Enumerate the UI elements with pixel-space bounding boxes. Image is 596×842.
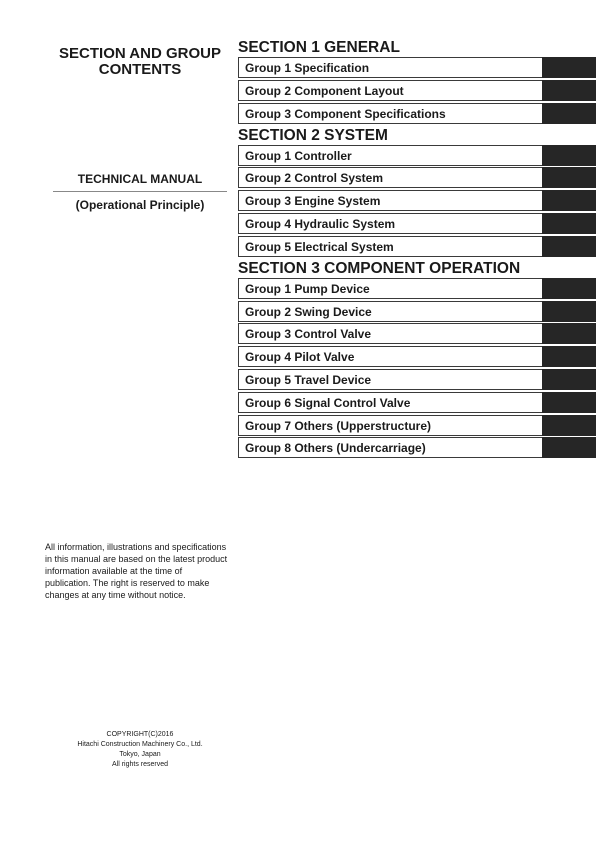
group-row[interactable] (238, 57, 596, 78)
group-row[interactable] (238, 213, 596, 234)
group-row[interactable] (238, 301, 596, 322)
group-row[interactable] (238, 103, 596, 124)
group-label: Group 1 Controller (245, 148, 352, 163)
group-index-tab (542, 278, 596, 299)
group-row[interactable] (238, 190, 596, 211)
group-index-tab (542, 323, 596, 344)
section-title: SECTION 1 GENERAL (238, 39, 400, 56)
group-label: Group 8 Others (Undercarriage) (245, 441, 426, 456)
group-index-tab (542, 415, 596, 436)
section-contents-list (238, 38, 596, 460)
copyright-line: Hitachi Construction Machinery Co., Ltd. (77, 741, 203, 748)
group-row[interactable] (238, 323, 596, 344)
copyright-line: All rights reserved (111, 761, 169, 768)
group-row[interactable] (238, 236, 596, 257)
disclaimer-text: All information, illustrations and specifications in this manual are based on the latest product information available at the time of publication. The right is reserved to make changes at any time without notice. (45, 542, 228, 600)
group-index-tab (542, 236, 596, 257)
copyright-block (60, 730, 220, 770)
group-index-tab (542, 167, 596, 188)
copyright-line: Tokyo, Japan (119, 751, 161, 758)
group-row[interactable] (238, 415, 596, 436)
group-row[interactable] (238, 346, 596, 367)
group-label: Group 4 Hydraulic System (245, 216, 396, 231)
group-index-tab (542, 190, 596, 211)
section-title: SECTION 3 COMPONENT OPERATION (238, 259, 521, 277)
group-index-tab (542, 57, 596, 78)
group-label: Group 2 Control System (245, 171, 384, 186)
group-index-tab (542, 301, 596, 322)
group-row[interactable] (238, 145, 596, 166)
group-index-tab (542, 437, 596, 458)
group-label: Group 3 Component Specifications (245, 106, 446, 121)
group-label: Group 7 Others (Upperstructure) (245, 418, 432, 433)
copyright-line: COPYRIGHT(C)2016 (106, 731, 174, 738)
group-label: Group 4 Pilot Valve (245, 350, 355, 365)
group-row[interactable] (238, 80, 596, 101)
group-label: Group 5 Travel Device (245, 372, 372, 387)
contents-heading-line-1: SECTION AND GROUP (59, 45, 221, 62)
group-row[interactable] (238, 369, 596, 390)
group-index-tab (542, 392, 596, 413)
group-label: Group 6 Signal Control Valve (245, 395, 411, 410)
group-index-tab (542, 103, 596, 124)
group-label: Group 1 Pump Device (245, 281, 370, 296)
group-row[interactable] (238, 278, 596, 299)
manual-type: TECHNICAL MANUAL (77, 172, 203, 186)
group-index-tab (542, 369, 596, 390)
group-label: Group 2 Component Layout (245, 83, 404, 98)
group-label: Group 3 Control Valve (245, 327, 372, 342)
group-row[interactable] (238, 392, 596, 413)
contents-heading (50, 46, 230, 78)
section-title: SECTION 2 SYSTEM (238, 126, 388, 144)
group-index-tab (542, 213, 596, 234)
group-row[interactable] (238, 167, 596, 188)
group-label: Group 2 Swing Device (245, 304, 372, 319)
group-index-tab (542, 80, 596, 101)
group-index-tab (542, 346, 596, 367)
group-label: Group 1 Specification (245, 61, 370, 75)
group-label: Group 3 Engine System (245, 194, 381, 209)
group-row[interactable] (238, 437, 596, 458)
group-index-tab (542, 145, 596, 166)
group-label: Group 5 Electrical System (245, 239, 394, 254)
contents-heading-line-2: CONTENTS (98, 61, 182, 78)
manual-subtitle: (Operational Principle) (75, 198, 205, 212)
manual-divider (53, 191, 227, 192)
